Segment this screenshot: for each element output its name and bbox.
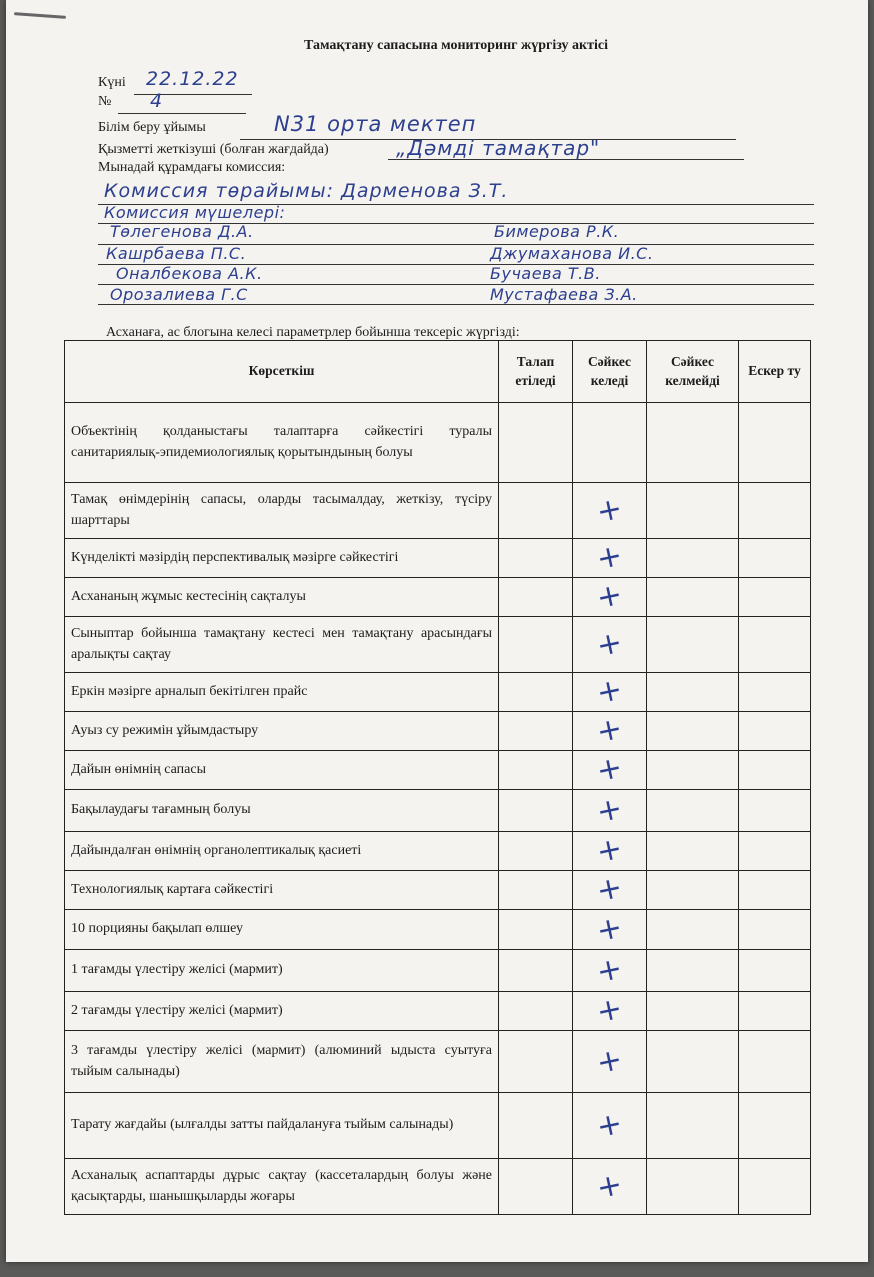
indicator-cell: Тарату жағдайы (ылғалды затты пайдалануға тыйым салынады) — [65, 1093, 499, 1159]
table-row — [65, 483, 811, 539]
indicator-cell: Сыныптар бойынша тамақтану кестесі мен тамақтану арасындағы аралықты сақтау — [65, 617, 499, 673]
note-cell — [739, 871, 811, 910]
intro-text: Асханаға, ас блогына келесі параметрлер бойынша тексеріс жүргізді: — [106, 325, 520, 340]
required-cell — [499, 790, 573, 832]
commission-line-6 — [98, 304, 814, 305]
compliant-cell — [573, 871, 647, 910]
pen-stroke — [14, 12, 66, 19]
check-mark: + — [593, 990, 626, 1031]
table-row — [65, 673, 811, 712]
number-underline — [118, 113, 246, 114]
compliant-cell — [573, 992, 647, 1031]
indicator-cell: Дайын өнімнің сапасы — [65, 751, 499, 790]
compliant-cell — [573, 950, 647, 992]
noncompliant-cell — [647, 871, 739, 910]
member-left-1: Төлегенова Д.А. — [110, 222, 254, 241]
compliant-cell — [573, 832, 647, 871]
compliant-cell — [573, 790, 647, 832]
note-cell — [739, 790, 811, 832]
compliant-cell — [573, 910, 647, 950]
supplier-value: „Дәмді тамақтар" — [396, 136, 601, 160]
compliant-cell — [573, 1093, 647, 1159]
compliant-cell — [573, 1159, 647, 1215]
indicator-cell: Дайындалған өнімнің органолептикалық қасиеті — [65, 832, 499, 871]
table-row — [65, 871, 811, 910]
commission-label: Мынадай құрамдағы комиссия: — [98, 160, 286, 175]
member-left-3: Оналбекова А.К. — [116, 264, 263, 283]
indicator-cell: Бақылаудағы тағамның болуы — [65, 790, 499, 832]
required-cell — [499, 539, 573, 578]
required-cell — [499, 992, 573, 1031]
note-cell — [739, 950, 811, 992]
note-cell — [739, 539, 811, 578]
table-row — [65, 751, 811, 790]
noncompliant-cell — [647, 832, 739, 871]
member-left-4: Орозалиева Г.С — [110, 285, 248, 304]
member-right-4: Мустафаева З.А. — [490, 285, 638, 304]
table-row — [65, 832, 811, 871]
table-row — [65, 992, 811, 1031]
check-mark: + — [593, 749, 626, 790]
compliant-cell — [573, 673, 647, 712]
note-cell — [739, 992, 811, 1031]
noncompliant-cell — [647, 578, 739, 617]
noncompliant-cell — [647, 539, 739, 578]
document-title: Тамақтану сапасына мониторинг жүргізу актісі — [304, 38, 608, 53]
member-right-1: Бимерова Р.К. — [494, 222, 620, 241]
table-row — [65, 1031, 811, 1093]
number-label: № — [98, 94, 112, 109]
required-cell — [499, 483, 573, 539]
header-compliant: Сәйкес келеді — [573, 341, 647, 403]
compliant-cell — [573, 617, 647, 673]
date-value: 22.12.22 — [146, 68, 239, 90]
required-cell — [499, 1093, 573, 1159]
table-row — [65, 617, 811, 673]
note-cell — [739, 483, 811, 539]
table-row — [65, 950, 811, 992]
check-mark: + — [593, 1041, 626, 1081]
noncompliant-cell — [647, 617, 739, 673]
note-cell — [739, 673, 811, 712]
check-mark: + — [593, 537, 626, 578]
compliant-cell — [573, 751, 647, 790]
indicator-cell: Еркін мәзірге арналып бекітілген прайс — [65, 673, 499, 712]
date-label: Күні — [98, 75, 126, 90]
commission-chair: Комиссия төрайымы: Дарменова З.Т. — [104, 180, 509, 202]
supplier-label: Қызметті жеткізуші (болған жағдайда) — [98, 142, 329, 157]
note-cell — [739, 712, 811, 751]
note-cell — [739, 403, 811, 483]
indicator-cell: Асханалық аспаптарды дұрыс сақтау (кассеталардың болуы және қасықтарды, шанышқыларды жоғары — [65, 1159, 499, 1215]
note-cell — [739, 751, 811, 790]
indicator-cell: Күнделікті мәзірдің перспективалық мәзірге сәйкестігі — [65, 539, 499, 578]
noncompliant-cell — [647, 1031, 739, 1093]
noncompliant-cell — [647, 673, 739, 712]
check-mark: + — [593, 624, 626, 664]
note-cell — [739, 1159, 811, 1215]
indicator-cell: Ауыз су режимін ұйымдастыру — [65, 712, 499, 751]
member-right-2: Джумаханова И.С. — [490, 244, 654, 263]
required-cell — [499, 910, 573, 950]
table-row — [65, 910, 811, 950]
required-cell — [499, 403, 573, 483]
table-row — [65, 790, 811, 832]
required-cell — [499, 871, 573, 910]
header-noncompliant: Сәйкес келмейді — [647, 341, 739, 403]
compliant-cell — [573, 539, 647, 578]
required-cell — [499, 950, 573, 992]
header-required: Талап етіледі — [499, 341, 573, 403]
note-cell — [739, 578, 811, 617]
commission-members-label: Комиссия мүшелері: — [104, 203, 286, 222]
required-cell — [499, 1031, 573, 1093]
table-header-row — [65, 341, 811, 403]
table-row — [65, 539, 811, 578]
check-mark: + — [593, 671, 626, 712]
note-cell — [739, 832, 811, 871]
noncompliant-cell — [647, 403, 739, 483]
required-cell — [499, 578, 573, 617]
noncompliant-cell — [647, 790, 739, 832]
compliant-cell — [573, 1031, 647, 1093]
header-note: Ескер ту — [739, 341, 811, 403]
required-cell — [499, 832, 573, 871]
indicator-cell: 3 тағамды үлестіру желісі (мармит) (алюминий ыдыста суытуға тыйым салынады) — [65, 1031, 499, 1093]
check-mark: + — [593, 710, 626, 751]
noncompliant-cell — [647, 712, 739, 751]
check-mark: + — [593, 576, 626, 617]
required-cell — [499, 751, 573, 790]
org-label: Білім беру ұйымы — [98, 120, 206, 135]
noncompliant-cell — [647, 751, 739, 790]
inspection-table — [64, 340, 811, 1215]
indicator-cell: Объектінің қолданыстағы талаптарға сәйкестігі туралы санитариялық-эпидемиологиялық қорытындының болуы — [65, 403, 499, 483]
required-cell — [499, 1159, 573, 1215]
check-mark: + — [593, 909, 626, 949]
required-cell — [499, 673, 573, 712]
indicator-cell: Технологиялық картаға сәйкестігі — [65, 871, 499, 910]
check-mark: + — [593, 869, 626, 910]
member-right-3: Бучаева Т.В. — [490, 264, 601, 283]
number-value: 4 — [150, 90, 164, 112]
compliant-cell — [573, 483, 647, 539]
note-cell — [739, 1093, 811, 1159]
noncompliant-cell — [647, 992, 739, 1031]
compliant-cell — [573, 403, 647, 483]
table-row — [65, 712, 811, 751]
compliant-cell — [573, 578, 647, 617]
required-cell — [499, 712, 573, 751]
table-row — [65, 403, 811, 483]
noncompliant-cell — [647, 483, 739, 539]
indicator-cell: Асхананың жұмыс кестесінің сақталуы — [65, 578, 499, 617]
check-mark: + — [593, 950, 626, 990]
table-row — [65, 578, 811, 617]
compliant-cell — [573, 712, 647, 751]
org-value: N31 орта мектеп — [274, 112, 477, 136]
header-indicator: Көрсеткіш — [65, 341, 499, 403]
document-sheet — [6, 0, 868, 1262]
check-mark: + — [593, 790, 626, 830]
check-mark: + — [593, 830, 626, 871]
noncompliant-cell — [647, 950, 739, 992]
noncompliant-cell — [647, 1093, 739, 1159]
note-cell — [739, 910, 811, 950]
table-row — [65, 1159, 811, 1215]
required-cell — [499, 617, 573, 673]
note-cell — [739, 617, 811, 673]
noncompliant-cell — [647, 910, 739, 950]
table-row — [65, 1093, 811, 1159]
indicator-cell: Тамақ өнімдерінің сапасы, оларды тасымалдау, жеткізу, түсіру шарттары — [65, 483, 499, 539]
check-mark: + — [593, 490, 626, 530]
indicator-cell: 10 порцияны бақылап өлшеу — [65, 910, 499, 950]
indicator-cell: 2 тағамды үлестіру желісі (мармит) — [65, 992, 499, 1031]
noncompliant-cell — [647, 1159, 739, 1215]
check-mark: + — [593, 1105, 626, 1145]
member-left-2: Кашрбаева П.С. — [106, 244, 247, 263]
check-mark: + — [593, 1166, 626, 1206]
indicator-cell: 1 тағамды үлестіру желісі (мармит) — [65, 950, 499, 992]
note-cell — [739, 1031, 811, 1093]
